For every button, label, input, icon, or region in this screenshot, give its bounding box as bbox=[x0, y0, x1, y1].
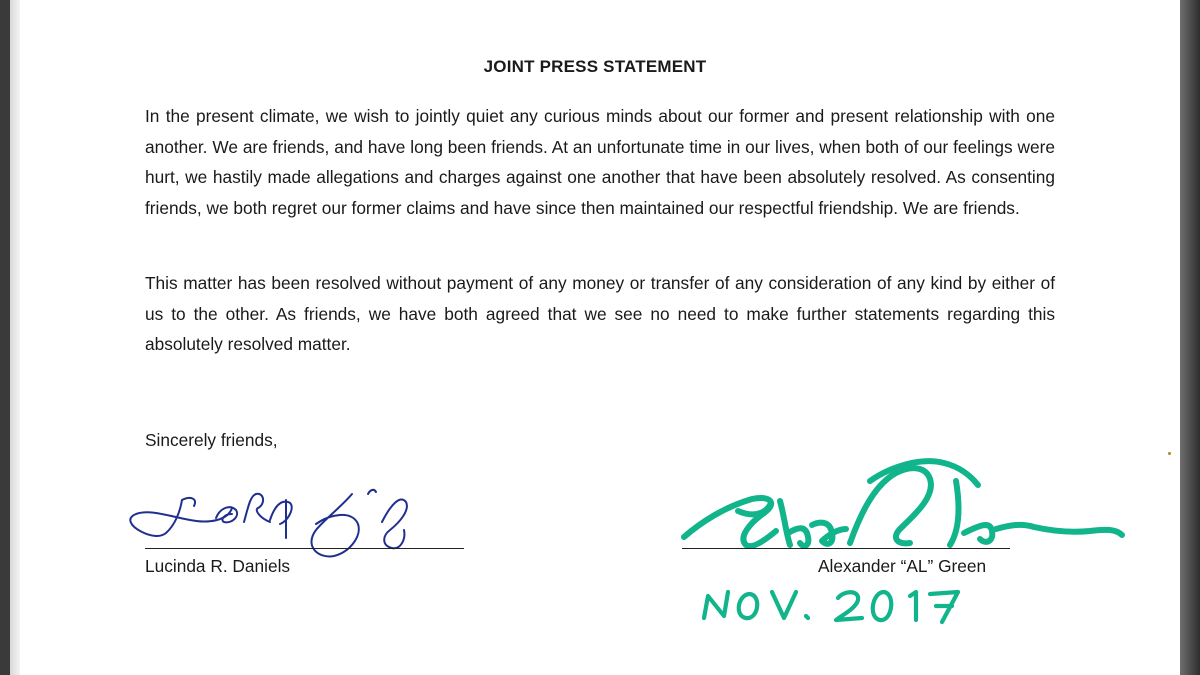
page-left-edge bbox=[10, 0, 20, 675]
document-page bbox=[10, 0, 1180, 675]
document-title: JOINT PRESS STATEMENT bbox=[483, 57, 707, 76]
paragraph-1: In the present climate, we wish to jointly quiet any curious minds about our former and present relationship with one another. We are friends, and have long been friends. At an unfortunate time in our lives, when both of our feelings were hurt, we hastily made allegations and charges against one another that have been absolutely resolved. As consenting friends, we both regret our former claims and have since then maintained our respectful friendship. We are friends. bbox=[145, 106, 1055, 218]
closing-line: Sincerely friends, bbox=[145, 430, 278, 450]
signature-line-left bbox=[145, 548, 464, 549]
page-shadow-edge bbox=[1180, 0, 1200, 675]
paragraph-2: This matter has been resolved without payment of any money or transfer of any consideration of any kind by either of us to the other. As friends, we have both agreed that we see no need to make further statements regarding this absolutely resolved matter. bbox=[145, 273, 1055, 354]
signature-lucinda-daniels bbox=[120, 460, 420, 560]
signatory-name-alexander: Alexander “AL” Green bbox=[818, 556, 987, 576]
handwritten-date bbox=[698, 582, 978, 628]
ink-speck bbox=[1168, 452, 1171, 455]
signature-line-right bbox=[682, 548, 1010, 549]
signatory-name-lucinda: Lucinda R. Daniels bbox=[145, 556, 291, 576]
